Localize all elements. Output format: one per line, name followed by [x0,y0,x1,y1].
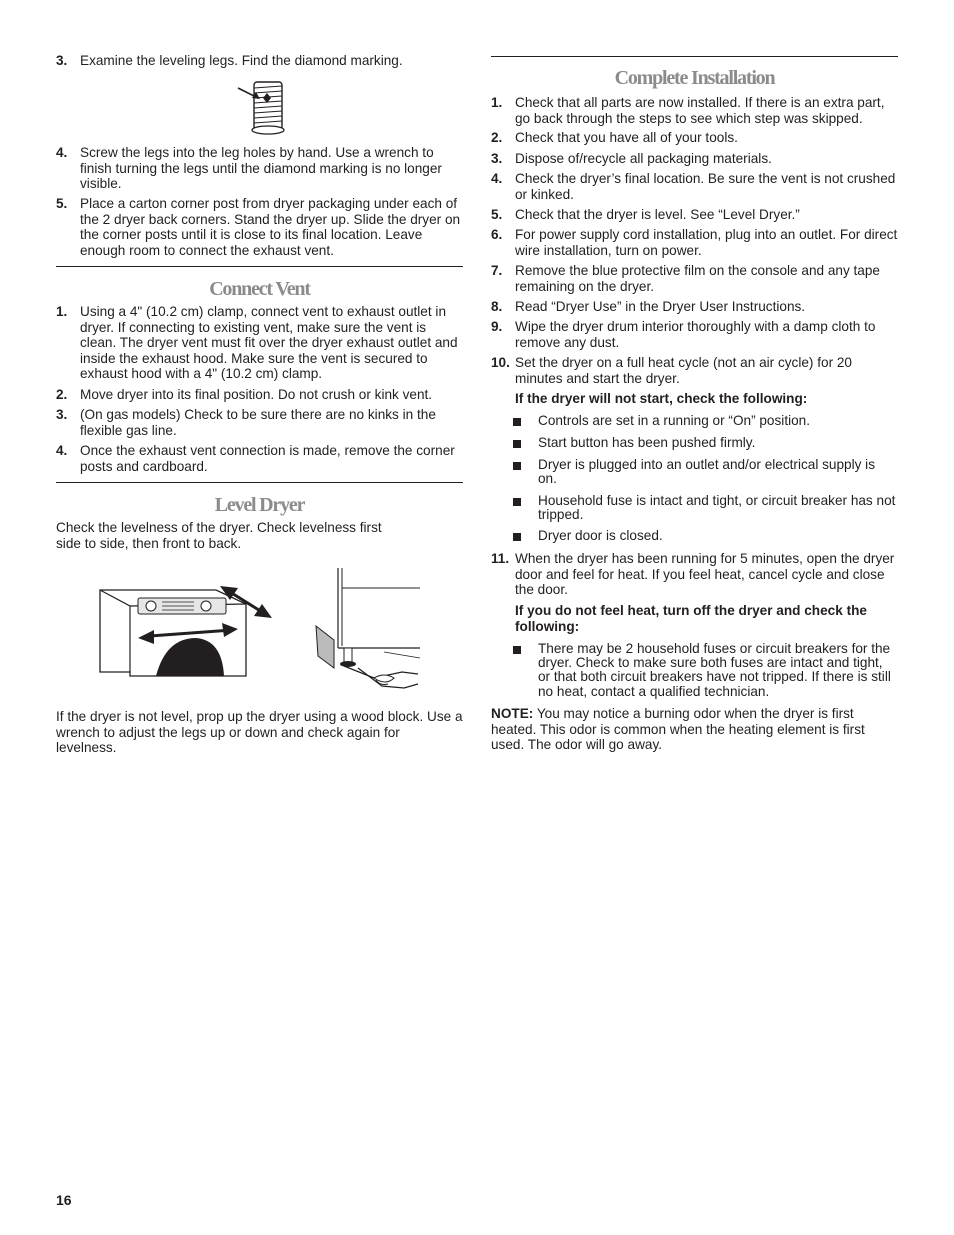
page-number: 16 [56,1192,72,1208]
leveling-leg-illustration [236,80,288,136]
complete-step: 9. Wipe the dryer drum interior thoroughly with a damp cloth to remove any dust. [491,319,876,350]
connect-vent-step: 4. Once the exhaust vent connection is made, remove the corner posts and cardboard. [56,443,455,474]
complete-step: 8. Read “Dryer Use” in the Dryer User Instructions. [491,299,806,314]
step-screw-legs: 4. Screw the legs into the leg holes by hand. Use a wrench to finish turning the legs until the diamond marking is no longer visible. [56,145,442,192]
level-dryer-after: If the dryer is not level, prop up the dryer using a wood block. Use a wrench to adjust the legs up or down and check again for levelness. [56,709,463,756]
note-paragraph: NOTE: You may notice a burning odor when the dryer is first heated. This odor is common when the heating element is first used. The odor will go away. [491,706,865,753]
level-dryer-intro: Check the levelness of the dryer. Check levelness first side to side, then front to back. [56,520,382,551]
step-examine-legs: 3. Examine the leveling legs. Find the diamond marking. [56,53,403,68]
complete-step: 3. Dispose of/recycle all packaging materials. [491,151,772,166]
complete-step: 2. Check that you have all of your tools. [491,130,738,145]
no-start-bullet: Controls are set in a running or “On” position. [513,414,897,428]
complete-step: 4. Check the dryer’s final location. Be sure the vent is not crushed or kinked. [491,171,896,202]
wrench-leg-illustration [314,568,422,698]
step-carton-post: 5. Place a carton corner post from dryer packaging under each of the 2 dryer back corners. Stand the dryer up. Slide the dryer on the corner posts until it is close to its final location. Leave enough room to connect the exhaust vent. [56,196,461,258]
complete-step: 6. For power supply cord installation, plug into an outlet. For direct wire installation, turn on power. [491,227,898,258]
heading-level-dryer: Level Dryer [214,494,305,516]
dryer-level-illustration [96,580,332,680]
connect-vent-step: 3. (On gas models) Check to be sure there are no kinks in the flexible gas line. [56,407,436,438]
connect-vent-step: 1. Using a 4" (10.2 cm) clamp, connect vent to exhaust outlet in dryer. If connecting to existing vent, make sure the vent is clean. The dryer vent must fit over the dryer exhaust outlet and inside the exhaust hood. Make sure the vent is secured to exhaust hood with a 4" (10.2 cm) clamp. [56,304,458,382]
no-start-bullet: Household fuse is intact and tight, or circuit breaker has not tripped. [513,494,897,522]
no-start-bullet: Start button has been pushed firmly. [513,436,897,450]
connect-vent-step: 2. Move dryer into its final position. Do not crush or kink vent. [56,387,433,402]
divider [491,56,898,57]
no-start-heading: If the dryer will not start, check the following: [515,391,808,406]
divider [56,266,463,267]
divider [56,482,463,483]
no-heat-bullet: There may be 2 household fuses or circuit breakers for the dryer. Check to make sure both fuses are intact and tight, or that both circuit breakers have not tripped. If there is still no heat, contact a qualified technician. [513,642,897,699]
complete-step: 10. Set the dryer on a full heat cycle (not an air cycle) for 20 minutes and start the dryer. [491,355,852,386]
no-start-bullet: Dryer is plugged into an outlet and/or electrical supply is on. [513,458,897,486]
complete-step: 1. Check that all parts are now installed. If there is an extra part, go back through the steps to see which step was skipped. [491,95,885,126]
heading-connect-vent: Connect Vent [209,278,310,300]
complete-step: 11. When the dryer has been running for 5 minutes, open the dryer door and feel for heat. If you feel heat, cancel cycle and close the door. [491,551,895,598]
complete-step: 7. Remove the blue protective film on the console and any tape remaining on the dryer. [491,263,880,294]
no-start-bullet: Dryer door is closed. [513,529,897,543]
no-heat-heading: If you do not feel heat, turn off the dryer and check the following: [515,603,867,634]
heading-complete-installation: Complete Installation [614,67,775,89]
complete-step: 5. Check that the dryer is level. See “Level Dryer.” [491,207,800,222]
